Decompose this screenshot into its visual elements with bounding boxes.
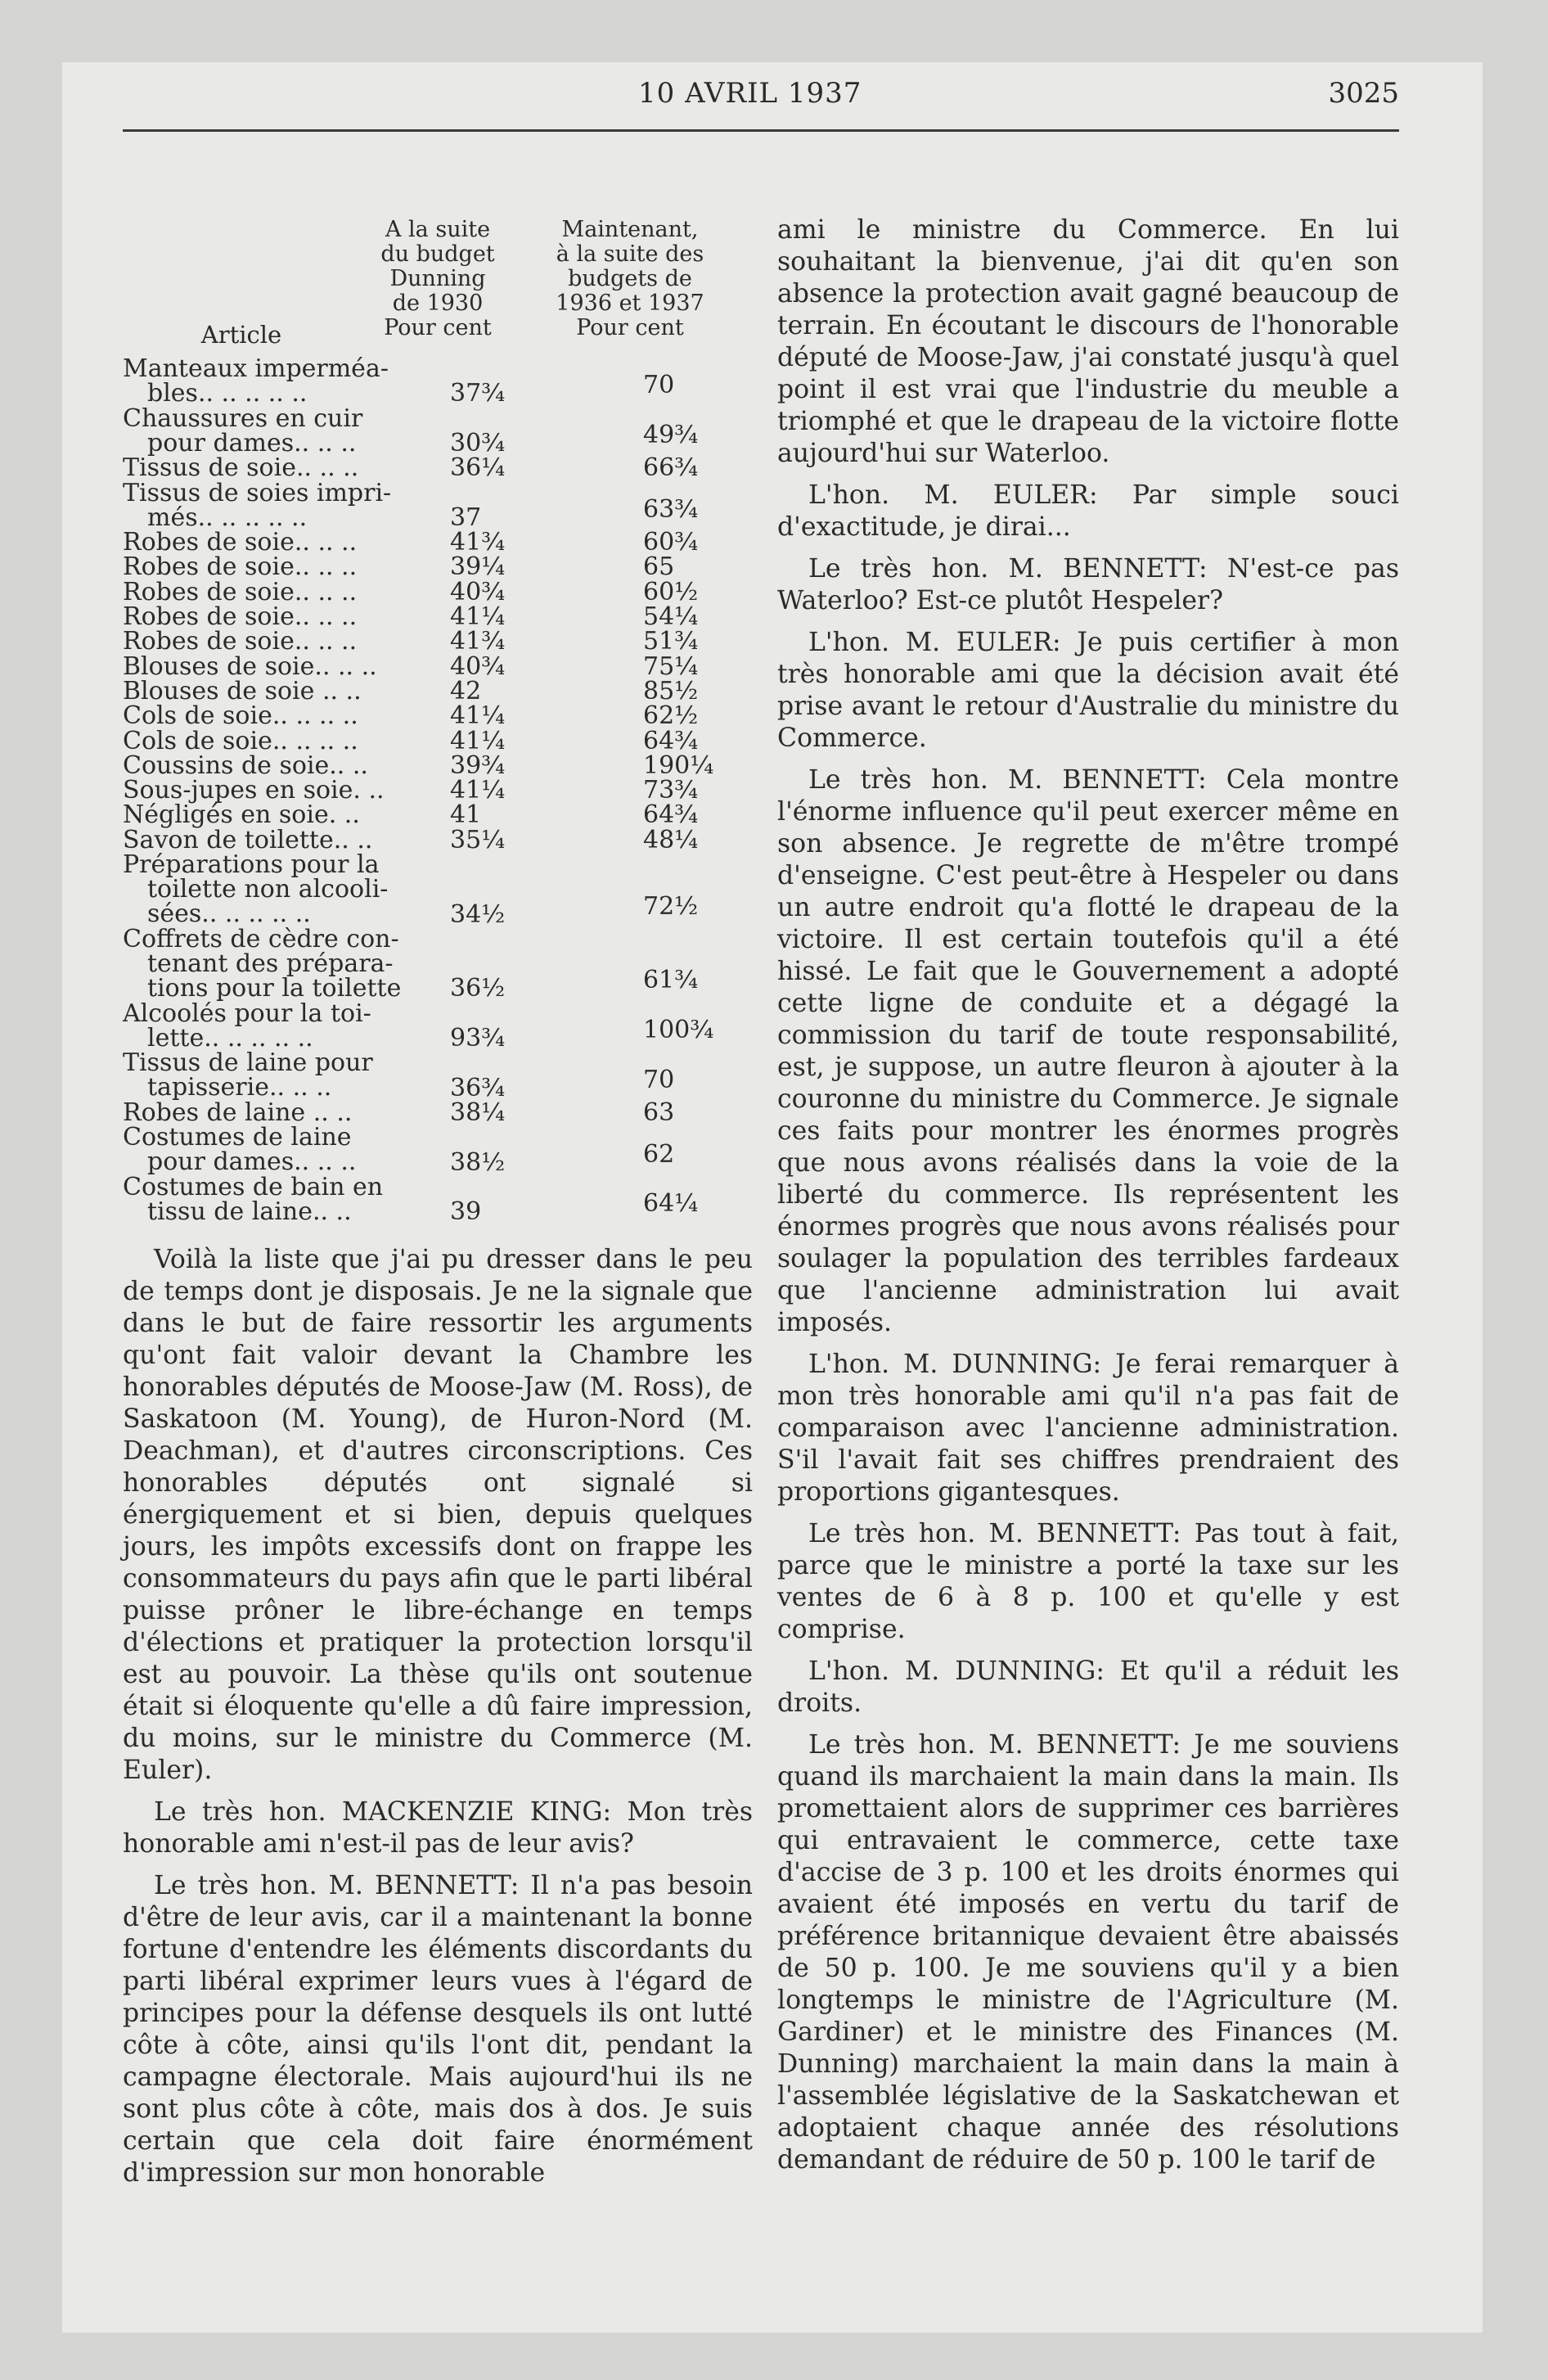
article-line: Tissus de laine pour (123, 1048, 373, 1078)
row-value-now: 60¾ (643, 528, 699, 557)
row-article (123, 1048, 409, 1102)
right-column (777, 214, 1399, 2186)
row-value-now: 62 (643, 1139, 675, 1169)
row-value-1930: 34½ (450, 899, 506, 929)
article-line: Alcoolés pour la toi- (123, 998, 371, 1028)
table-header-now (532, 218, 728, 340)
row-value-1930: 39¼ (450, 552, 506, 582)
article-line: lette.. .. .. .. .. (147, 1023, 313, 1053)
row-value-now: 100¾ (643, 1016, 714, 1045)
header-now-line: à la suite des (556, 241, 704, 267)
row-value-1930: 41¾ (450, 627, 506, 656)
row-value-now: 66¾ (643, 453, 699, 483)
row-article (123, 577, 409, 606)
left-text (123, 1244, 753, 2189)
article-line: Robes de soie.. .. .. (123, 602, 358, 631)
header-now-line: budgets de (568, 266, 692, 291)
tariff-table (123, 156, 753, 1244)
row-value-1930: 36¾ (450, 1073, 506, 1102)
paragraph: Le très hon. M. BENNETT: Je me souviens quand ils marchaient la main dans la main. Ils promettaient alors de supprimer ces barrières qui entravaient le commerce, cette taxe d'accise de 3 p. 100 et les droits énormes qui avaient été imposés en vertu du tarif de préférence britannique devaient être abaissés de 50 p. 100. Je me souviens qu'il y a bien longtemps le ministre de l'Agriculture (M. Gardiner) et le ministre des Finances (M. Dunning) marchaient la main dans la main à l'assemblée législative de la Saskatchewan et adoptaient chaque année des résolutions demandant de réduire de 50 p. 100 le tarif de (777, 1730, 1399, 2175)
header-now-line: 1936 et 1937 (556, 291, 704, 316)
article-line: Préparations pour la (123, 850, 380, 879)
paragraph: L'hon. M. DUNNING: Et qu'il a réduit les droits. (777, 1657, 1399, 1718)
paragraph: L'hon. M. EULER: Je puis certifier à mon très honorable ami que la décision avait été prise avant le retour d'Australie du ministre du Commerce. (777, 628, 1399, 753)
row-article (123, 676, 409, 705)
article-line: Robes de soie.. .. .. (123, 627, 358, 656)
article-line: Costumes de bain en (123, 1172, 384, 1201)
row-value-1930: 39¾ (450, 751, 506, 780)
row-value-1930: 38¼ (450, 1098, 506, 1127)
row-value-1930: 40¾ (450, 577, 506, 606)
right-text (777, 214, 1399, 2176)
row-value-now: 75¼ (643, 651, 699, 681)
article-line: Chaussures en cuir (123, 403, 363, 433)
header-1930-line: A la suite (385, 217, 491, 242)
row-article (123, 1098, 409, 1127)
row-value-now: 54¼ (643, 602, 699, 631)
row-value-now: 64¾ (643, 800, 699, 830)
article-line: Sous-jupes en soie. .. (123, 776, 385, 805)
paragraph: L'hon. M. EULER: Par simple souci d'exactitude, je dirai... (777, 480, 1399, 542)
article-line: Cols de soie.. .. .. .. (123, 726, 358, 755)
row-article (123, 453, 409, 483)
row-value-now: 51¾ (643, 627, 699, 656)
article-line: tapisserie.. .. .. (147, 1073, 332, 1102)
row-value-now: 72½ (643, 891, 699, 921)
paragraph: Le très hon. M. BENNETT: N'est-ce pas Waterloo? Est-ce plutôt Hespeler? (777, 554, 1399, 615)
article-line: bles.. .. .. .. .. (147, 379, 308, 408)
row-value-1930: 41¼ (450, 701, 506, 731)
article-line: Savon de toilette.. .. (123, 825, 373, 854)
article-line: Blouses de soie .. .. (123, 676, 362, 705)
row-value-1930: 93¾ (450, 1024, 506, 1053)
row-value-1930: 41¼ (450, 726, 506, 755)
row-value-1930: 35¼ (450, 825, 506, 854)
row-value-1930: 36¼ (450, 453, 506, 483)
row-value-1930: 37¾ (450, 379, 506, 408)
article-line: Tissus de soie.. .. .. (123, 453, 359, 483)
header-now-line: Maintenant, (561, 217, 699, 242)
article-line: Robes de soie.. .. .. (123, 528, 358, 557)
article-line: Manteaux imperméa- (123, 354, 389, 383)
row-value-now: 70 (643, 1065, 675, 1094)
row-value-1930: 40¾ (450, 651, 506, 681)
row-value-1930: 42 (450, 676, 482, 705)
paragraph: Voilà la liste que j'ai pu dresser dans le peu de temps dont je disposais. Je ne la signale que dans le but de faire ressortir les arguments qu'ont fait valoir devant la Chambre les honorables députés de Moose-Jaw (M. Ross), de Saskatoon (M. Young), de Huron-Nord (M. Deachman), et d'autres circonscriptions. Ces honorables députés ont signalé si énergiquement et si bien, depuis quelques jours, les impôts excessifs dont on frappe les consommateurs du pays afin que le parti libéral puisse prôner le libre-échange en temps d'élections et pratiquer la protection lorsqu'il est au pouvoir. La thèse qu'ils ont soutenue était si éloquente qu'elle a dû faire impression, du moins, sur le ministre du Commerce (M. Euler). (123, 1245, 753, 1785)
article-line: Costumes de laine (123, 1123, 352, 1152)
row-value-1930: 38½ (450, 1147, 506, 1177)
row-article (123, 530, 409, 555)
paragraph: Le très hon. M. BENNETT: Il n'a pas besoin d'être de leur avis, car il a maintenant la bonne fortune d'entendre les éléments discordants du parti libéral exprimer leurs vues à l'égard de principes pour la défense desquels ils ont lutté côte à côte, ainsi qu'ils l'ont dit, pendant la campagne électorale. Mais aujourd'hui ils ne sont plus côte à côte, mais dos à dos. Je suis certain que cela doit faire énormément d'impression sur mon honorable (123, 1871, 753, 2188)
row-value-now: 190¼ (643, 751, 714, 780)
table-header-article: Article (200, 321, 282, 349)
row-article (123, 1172, 409, 1226)
article-line: Robes de soie.. .. .. (123, 577, 358, 606)
paragraph: Le très hon. MACKENZIE KING: Mon très honorable ami n'est-il pas de leur avis? (123, 1797, 753, 1859)
row-article (123, 924, 409, 1003)
header-1930-line: de 1930 (392, 291, 484, 316)
paragraph: ami le ministre du Commerce. En lui souhaitant la bienvenue, j'ai dit qu'en son absence la protection avait gagné beaucoup de terrain. En écoutant le discours de l'honorable député de Moose-Jaw, j'ai constaté jusqu'à quel point il est vrai que l'industrie du meuble a triomphé et que le drapeau de la victoire flotte aujourd'hui sur Waterloo. (777, 215, 1399, 468)
page-number: 3025 (1328, 77, 1399, 110)
row-article (123, 602, 409, 631)
article-line: pour dames.. .. .. (147, 1147, 357, 1177)
article-line: més.. .. .. .. .. (147, 503, 308, 532)
row-value-now: 70 (643, 371, 675, 400)
article-line: tissu de laine.. .. (147, 1197, 352, 1226)
row-article (123, 701, 409, 731)
header-1930-line: Dunning (389, 266, 486, 291)
row-value-now: 49¾ (643, 420, 699, 449)
row-value-1930: 41¼ (450, 602, 506, 631)
row-value-1930: 41¾ (450, 528, 506, 557)
row-article (123, 354, 409, 408)
row-value-now: 73¾ (643, 776, 699, 805)
article-line: toilette non alcooli- (147, 875, 389, 904)
article-line: Blouses de soie.. .. .. (123, 651, 377, 681)
row-article (123, 850, 409, 928)
row-article (123, 403, 409, 458)
article-line: tenant des prépara- (147, 949, 394, 978)
header-1930-line: Pour cent (384, 315, 492, 340)
article-line: tions pour la toilette (147, 973, 402, 1003)
row-value-now: 61¾ (643, 966, 699, 995)
row-value-now: 65 (643, 552, 675, 582)
row-article (123, 651, 409, 681)
row-article (123, 1123, 409, 1177)
article-line: Robes de soie.. .. .. (123, 552, 358, 582)
row-value-now: 60½ (643, 577, 699, 606)
row-value-1930: 41 (450, 800, 482, 830)
left-column (123, 156, 753, 2199)
header-1930-line: du budget (380, 241, 495, 267)
row-value-1930: 36½ (450, 974, 506, 1003)
row-value-now: 48¼ (643, 825, 699, 854)
row-value-now: 64¼ (643, 1189, 699, 1219)
article-line: Coussins de soie.. .. (123, 751, 368, 780)
row-value-now: 63 (643, 1098, 675, 1127)
row-article (123, 726, 409, 755)
row-article (123, 825, 409, 854)
row-value-1930: 39 (450, 1197, 482, 1227)
row-article (123, 998, 409, 1053)
page-header (123, 77, 1399, 118)
row-value-now: 85½ (643, 676, 699, 705)
article-line: Robes de laine .. .. (123, 1098, 353, 1127)
article-line: Cols de soie.. .. .. .. (123, 701, 358, 731)
row-value-1930: 41¼ (450, 776, 506, 805)
paragraph: Le très hon. M. BENNETT: Cela montre l'énorme influence qu'il peut exercer même en son absence. Je regrette de m'être trompé d'enseigne. C'est peut-être à Hespeler ou dans un autre endroit qu'a flotté le drapeau de la victoire. Il est certain toutefois qu'il a été hissé. Le fait que le Gouvernement a adopté cette ligne de conduite et a dégagé la commission du tarif de toute responsabilité, est, je suppose, un autre fleuron à ajouter à la couronne du ministre du Commerce. Je signale ces faits pour montrer les énormes progrès que nous avons réalisés dans la voie de la liberté du commerce. Ils représentent les énormes progrès que nous avons réalisés pour soulager la population des terribles fardeaux que l'ancienne administration lui avait imposés. (777, 765, 1399, 1337)
row-value-1930: 30¾ (450, 428, 506, 458)
row-article (123, 552, 409, 582)
row-value-now: 63¾ (643, 494, 699, 524)
paragraph: L'hon. M. DUNNING: Je ferai remarquer à mon très honorable ami qu'il n'a pas fait de comparaison avec l'ancienne administration. S'il l'avait fait ses chiffres prendraient des proportions gigantesques. (777, 1350, 1399, 1507)
header-rule (123, 129, 1399, 132)
article-line: Coffrets de cèdre con- (123, 924, 399, 953)
paragraph: Le très hon. M. BENNETT: Pas tout à fait, parce que le ministre a porté la taxe sur les ventes de 6 à 8 p. 100 et qu'elle y est comprise. (777, 1519, 1399, 1644)
header-date: 10 AVRIL 1937 (638, 77, 862, 110)
article-line: Tissus de soies impri- (123, 478, 392, 507)
row-article (123, 800, 409, 830)
article-line: pour dames.. .. .. (147, 428, 357, 458)
row-article (123, 478, 409, 532)
article-line: sées.. .. .. .. .. (147, 899, 311, 928)
article-line: Négligés en soie. .. (123, 800, 360, 830)
row-article (123, 751, 409, 780)
header-now-line: Pour cent (576, 315, 684, 340)
row-value-now: 62½ (643, 701, 699, 731)
table-header-1930 (360, 218, 515, 340)
row-value-1930: 37 (450, 503, 482, 532)
row-article (123, 778, 409, 803)
row-value-now: 64¾ (643, 726, 699, 755)
row-article (123, 629, 409, 654)
